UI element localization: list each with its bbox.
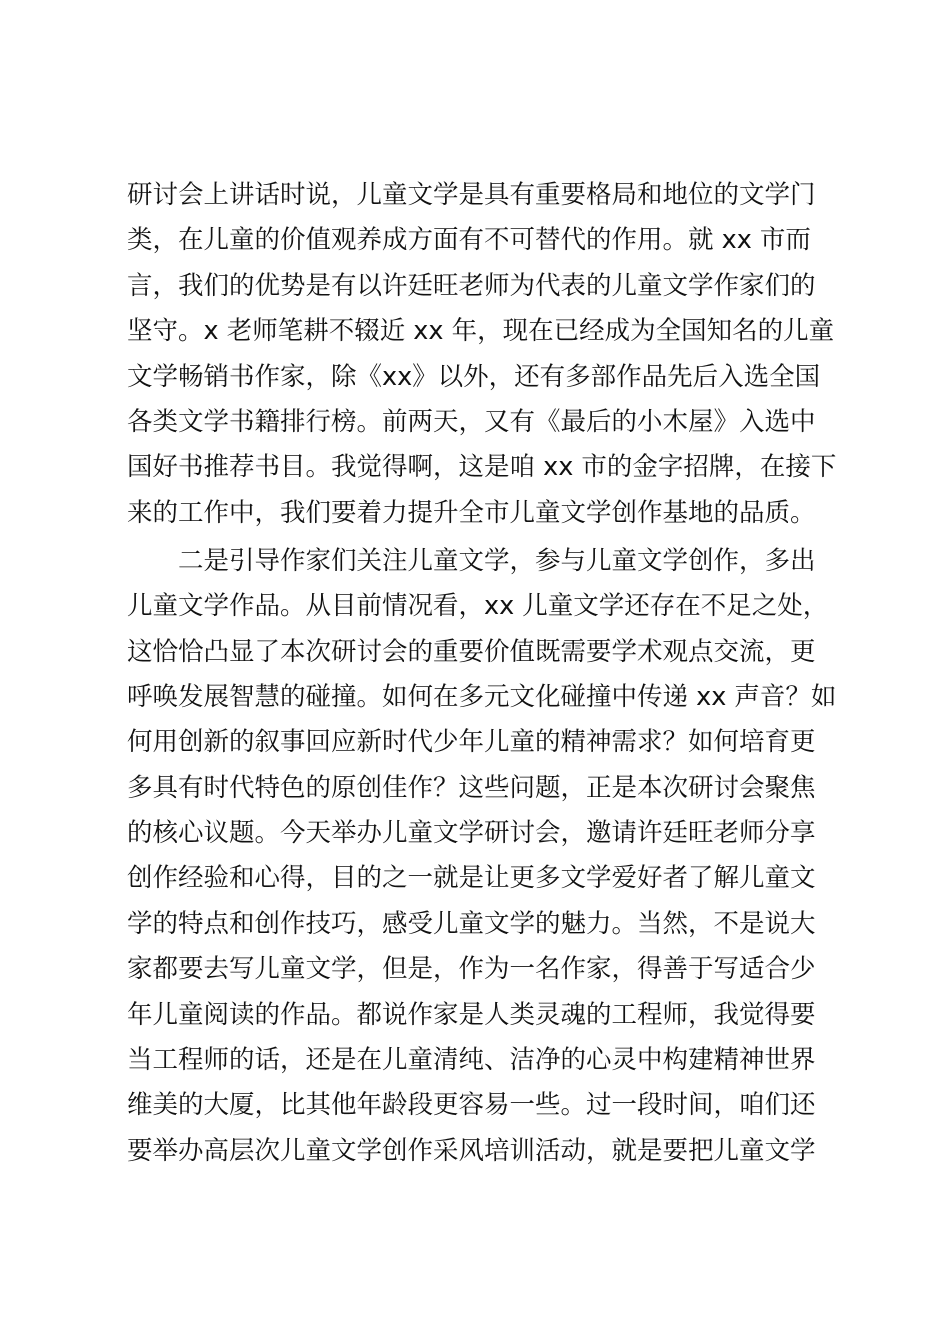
text-line: 多具有时代特色的原创佳作？这些问题，正是本次研讨会聚焦 bbox=[127, 772, 816, 803]
text-line: 年儿童阅读的作品。都说作家是人类灵魂的工程师，我觉得要 bbox=[127, 999, 816, 1030]
paragraph-2 bbox=[127, 539, 847, 1174]
text-line: 的核心议题。今天举办儿童文学研讨会，邀请许廷旺老师分享 bbox=[127, 818, 816, 849]
text-line: 要举办高层次儿童文学创作采风培训活动，就是要把儿童文学 bbox=[127, 1135, 816, 1166]
text-line: 国好书推荐书目。我觉得啊，这是咱 xx 市的金字招牌，在接下 bbox=[127, 452, 837, 483]
text-line: 二是引导作家们关注儿童文学，参与儿童文学创作，多出 bbox=[127, 545, 816, 576]
document-body bbox=[127, 173, 847, 1174]
text-line: 研讨会上讲话时说，儿童文学是具有重要格局和地位的文学门 bbox=[127, 180, 816, 210]
text-line: 这恰恰凸显了本次研讨会的重要价值既需要学术观点交流，更 bbox=[127, 636, 816, 667]
text-line: 言，我们的优势是有以许廷旺老师为代表的儿童文学作家们的 bbox=[127, 270, 816, 301]
text-line: 当工程师的话，还是在儿童清纯、洁净的心灵中构建精神世界 bbox=[127, 1045, 816, 1076]
text-line: 各类文学书籍排行榜。前两天，又有《最后的小木屋》入选中 bbox=[127, 406, 816, 437]
text-line: 维美的大厦，比其他年龄段更容易一些。过一段时间，咱们还 bbox=[127, 1090, 816, 1121]
paragraph-1 bbox=[127, 173, 847, 536]
text-line: 儿童文学作品。从目前情况看，xx 儿童文学还存在不足之处， bbox=[127, 591, 829, 622]
text-line: 学的特点和创作技巧，感受儿童文学的魅力。当然，不是说大 bbox=[127, 908, 816, 939]
text-line: 家都要去写儿童文学，但是，作为一名作家，得善于写适合少 bbox=[127, 954, 816, 985]
text-line: 文学畅销书作家，除《xx》以外，还有多部作品先后入选全国 bbox=[127, 361, 821, 392]
text-line: 类，在儿童的价值观养成方面有不可替代的作用。就 xx 市而 bbox=[127, 225, 811, 256]
text-line: 坚守。x 老师笔耕不辍近 xx 年，现在已经成为全国知名的儿童 bbox=[127, 316, 835, 347]
text-line: 何用创新的叙事回应新时代少年儿童的精神需求？如何培育更 bbox=[127, 727, 816, 758]
text-line: 呼唤发展智慧的碰撞。如何在多元文化碰撞中传递 xx 声音？如 bbox=[127, 681, 837, 712]
text-line: 创作经验和心得，目的之一就是让更多文学爱好者了解儿童文 bbox=[127, 863, 816, 894]
text-line: 来的工作中，我们要着力提升全市儿童文学创作基地的品质。 bbox=[127, 497, 816, 528]
